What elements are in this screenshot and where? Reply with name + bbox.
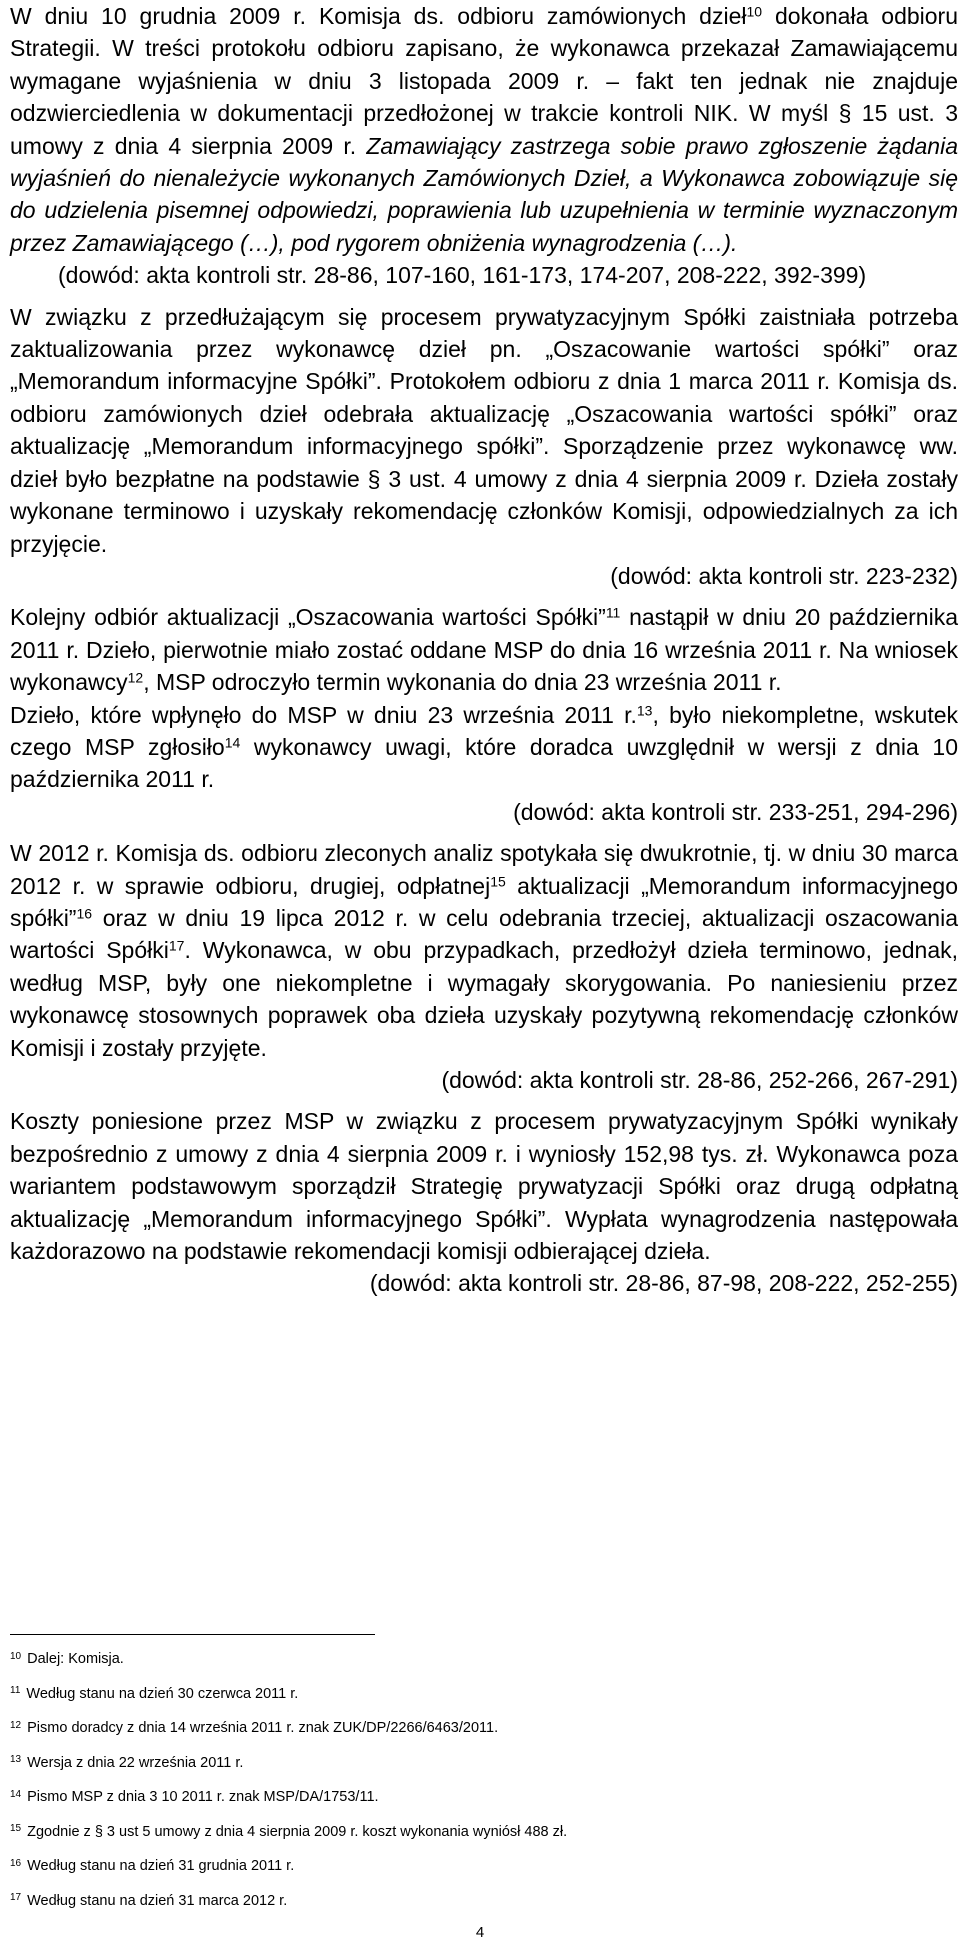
text-segment: Kolejny odbiór aktualizacji „Oszacowania wartości Spółki” [10,604,606,631]
text-segment: W dniu 10 grudnia 2009 r. Komisja ds. odbioru zamówionych dzieł [10,3,747,29]
evidence-reference: (dowód: akta kontroli str. 28-86, 107-160, 161-173, 174-207, 208-222, 392-399) [58,262,867,289]
text-segment: aktualizacji „Memorandum informacyjnego spółki” [10,872,959,931]
footnote-number: 17 [10,1892,22,1903]
footnote-ref-17[interactable]: 17 [168,937,185,954]
footnotes-section [10,1650,950,1926]
evidence-reference: (dowód: akta kontroli str. 28-86, 87-98, 208-222, 252-255) [369,1270,958,1297]
footnote-text: Według stanu na dzień 31 marca 2012 r. [27,1892,288,1909]
evidence-reference: (dowód: akta kontroli str. 223-232) [610,562,958,589]
footnote-ref-11[interactable]: 11 [605,604,621,621]
footnote-17 [10,1892,950,1910]
contract-quote: Zamawiający zastrzega sobie prawo zgłoszenie żądania wyjaśnień do nienależycie wykonanych Zamówionych Dzieł, a Wykonawca zobowiązuje się do udzielenia pisemnej odpowiedzi, poprawienia lub uzupełnienia w terminie wyznaczonym przez Zamawiającego (…), pod rygorem obniżenia wynagrodzenia (…). [10,132,958,256]
text-segment: . Wykonawca, w obu przypadkach, przedłożył dzieła terminowo, jednak, według MSP, były one niekompletne i wymagały skorygowania. Po naniesieniu przez wykonawcę stosownych poprawek oba dzieła uzyskały pozytywną rekomendację członków Komisji i zostały przyjęte. [10,937,959,1061]
text-segment: oraz w dniu 19 lipca 2012 r. w celu odebrania trzeciej, aktualizacji oszacowania wartości Spółki [10,904,958,964]
paragraph-strategy-acceptance [10,0,958,259]
evidence-reference: (dowód: akta kontroli str. 28-86, 252-266, 267-291) [441,1067,958,1093]
footnote-text: Według stanu na dzień 31 grudnia 2011 r. [27,1858,295,1874]
footnote-text: Pismo MSP z dnia 3 10 2011 r. znak MSP/DA/1753/11. [27,1789,379,1805]
paragraph-next-acceptance [10,601,958,698]
footnote-text: Zgodnie z § 3 ust 5 umowy z dnia 4 sierpnia 2009 r. koszt wykonania wyniósł 488 zł. [27,1823,568,1840]
footnote-text: Dalej: Komisja. [27,1651,124,1667]
footnote-14 [10,1788,950,1806]
text-segment: , było niekompletne, wskutek czego MSP zgłosiło [10,701,958,760]
footnote-ref-14[interactable]: 14 [224,734,241,751]
footnote-ref-15[interactable]: 15 [490,872,506,889]
text-segment: Dzieło, które wpłynęło do MSP w dniu 23 września 2011 r. [10,701,637,728]
footnote-number: 11 [10,1685,21,1696]
text-segment: W 2012 r. Komisja ds. odbioru zleconych analiz spotykała się dwukrotnie, tj. w dniu 30 marca 2012 r. w sprawie odbioru, drugiej, odpłatnej [10,840,958,899]
document-body [10,0,958,1300]
footnote-text: Według stanu na dzień 30 czerwca 2011 r. [26,1685,299,1702]
page-number: 4 [475,1924,485,1941]
evidence-reference: (dowód: akta kontroli str. 233-251, 294-296) [513,798,958,825]
footnote-separator [10,1634,375,1635]
footnote-10 [10,1650,950,1668]
footnote-number: 16 [10,1857,22,1869]
footnote-ref-16[interactable]: 16 [76,905,93,922]
paragraph-update-works: W związku z przedłużającym się procesem prywatyzacyjnym Spółki zaistniała potrzeba zaktualizowania przez wykonawcę dzieł pn. „Oszacowanie wartości spółki” oraz „Memorandum informacyjne Spółki”. Protokołem odbioru z dnia 1 marca 2011 r. Komisja ds. odbioru zamówionych dzieł odebrała aktualizację „Oszacowania wartości spółki” oraz aktualizację „Memorandum informacyjnego spółki”. Sporządzenie przez wykonawcę ww. dzieł było bezpłatne na podstawie § 3 ust. 4 umowy z dnia 4 sierpnia 2009 r. Dzieła zostały wykonane terminowo i uzyskały rekomendację członków Komisji, odpowiedzialnych za ich przyjęcie. [10,303,958,557]
footnote-text: Pismo doradcy z dnia 14 września 2011 r. znak ZUK/DP/2266/6463/2011. [27,1720,499,1736]
footnote-ref-10[interactable]: 10 [746,3,763,20]
footnote-number: 12 [10,1719,22,1731]
footnote-16 [10,1857,950,1875]
footnote-number: 15 [10,1823,22,1834]
paragraph-2012-meetings [10,837,958,1064]
footnote-number: 13 [10,1754,22,1765]
footnote-15 [10,1823,950,1841]
text-segment: nastąpił w dniu 20 października 2011 r. Dzieło, pierwotnie miało zostać oddane MSP do dnia 16 września 2011 r. Na wniosek wykonawcy [10,604,958,696]
paragraph-incomplete-work [10,699,958,796]
footnote-number: 10 [10,1650,22,1662]
footnote-11 [10,1685,950,1703]
footnote-number: 14 [10,1788,22,1800]
text-segment: , MSP odroczyło termin wykonania do dnia 23 września 2011 r. [143,669,782,696]
footnote-13 [10,1754,950,1772]
footnote-ref-12[interactable]: 12 [127,669,144,686]
paragraph-costs: Koszty poniesione przez MSP w związku z procesem prywatyzacyjnym Spółki wynikały bezpośrednio z umowy z dnia 4 sierpnia 2009 r. i wyniosły 152,98 tys. zł. Wykonawca poza wariantem podstawowym sporządził Strategię prywatyzacji Spółki oraz drugą odpłatną aktualizację „Memorandum informacyjnego Spółki”. Wypłata wynagrodzenia następowała każdorazowo na podstawie rekomendacji komisji odbierającej dzieła. [10,1108,958,1265]
footnote-12 [10,1719,950,1737]
text-segment: dokonała odbioru Strategii. W treści protokołu odbioru zapisano, że wykonawca przekazał Zamawiającemu wymagane wyjaśnienia w dniu 3 listopada 2009 r. – fakt ten jednak nie znajduje odzwierciedlenia w dokumentacji przedłożonej w trakcie kontroli NIK. W myśl § 15 ust. 3 umowy z dnia 4 sierpnia 2009 r. [10,3,959,159]
footnote-text: Wersja z dnia 22 września 2011 r. [27,1754,244,1771]
footnote-ref-13[interactable]: 13 [636,701,653,718]
text-segment: wykonawcy uwagi, które doradca uwzględnił w wersji z dnia 10 października 2011 r. [10,733,958,793]
